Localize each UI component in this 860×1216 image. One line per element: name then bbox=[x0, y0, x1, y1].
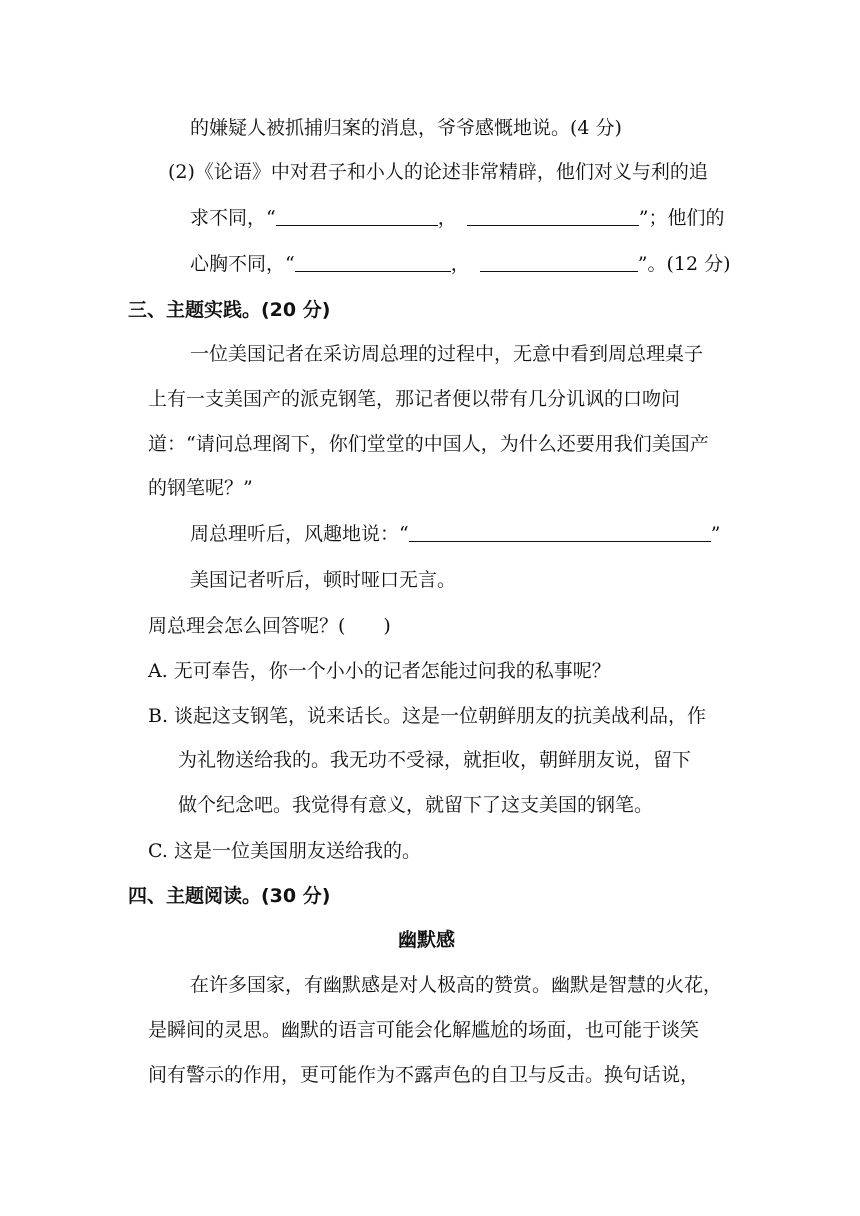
answer-blank-3[interactable] bbox=[295, 251, 451, 272]
item2-line2-end: ”；他们的 bbox=[638, 207, 725, 229]
article-para1-line3: 间有警示的作用，更可能作为不露声色的自卫与反击。换句话说， bbox=[148, 1064, 700, 1086]
item2-line3-start: 心胸不同，“ bbox=[190, 253, 295, 275]
item2-line3 bbox=[190, 250, 731, 278]
section3-para1-line4: 的钢笔呢？” bbox=[148, 477, 253, 499]
section3-para1-line1: 一位美国记者在采访周总理的过程中，无意中看到周总理桌子 bbox=[190, 343, 704, 365]
option-b-line2: 为礼物送给我的。我无功不受禄，就拒收，朝鲜朋友说，留下 bbox=[178, 749, 692, 771]
section3-para1-line2: 上有一支美国产的派克钢笔，那记者便以带有几分讥讽的口吻问 bbox=[148, 388, 681, 410]
para2-start: 周总理听后，风趣地说：“ bbox=[190, 523, 409, 545]
article-para1-line1: 在许多国家，有幽默感是对人极高的赞赏。幽默是智慧的火花， bbox=[190, 974, 723, 996]
item2-line2-mid: ， bbox=[437, 207, 457, 229]
question-text: 周总理会怎么回答呢？( ) bbox=[148, 615, 391, 637]
option-b-line3: 做个纪念吧。我觉得有意义，就留下了这支美国的钢笔。 bbox=[178, 794, 654, 816]
answer-blank-zhou[interactable] bbox=[409, 521, 711, 542]
option-b-line1: B. 谈起这支钢笔，说来话长。这是一位朝鲜朋友的抗美战利品，作 bbox=[148, 705, 707, 727]
option-c: C. 这是一位美国朋友送给我的。 bbox=[148, 840, 421, 862]
para2-end: ” bbox=[710, 523, 721, 545]
section3-para3: 美国记者听后，顿时哑口无言。 bbox=[190, 569, 457, 591]
item1-continuation: 的嫌疑人被抓捕归案的消息，爷爷感慨地说。(4 分) bbox=[190, 117, 622, 139]
section3-para2 bbox=[190, 520, 720, 548]
item2-line1: (2)《论语》中对君子和小人的论述非常精辟，他们对义与利的追 bbox=[168, 161, 708, 183]
article-para1-line2: 是瞬间的灵思。幽默的语言可能会化解尴尬的场面，也可能于谈笑 bbox=[148, 1019, 700, 1041]
option-a: A. 无可奉告，你一个小小的记者怎能过问我的私事呢？ bbox=[148, 660, 611, 682]
answer-blank-4[interactable] bbox=[480, 251, 638, 272]
item2-line3-end: ”。(12 分) bbox=[637, 253, 731, 275]
item2-line3-mid: ， bbox=[450, 253, 470, 275]
answer-blank-2[interactable] bbox=[467, 205, 639, 226]
item2-line2 bbox=[190, 204, 724, 232]
section3-para1-line3: 道：“请问总理阁下，你们堂堂的中国人，为什么还要用我们美国产 bbox=[148, 433, 709, 455]
section3-heading: 三、主题实践。(20 分) bbox=[128, 299, 331, 321]
article-title: 幽默感 bbox=[398, 929, 456, 951]
item2-line2-start: 求不同，“ bbox=[190, 207, 276, 229]
section4-heading: 四、主题阅读。(30 分) bbox=[128, 885, 331, 907]
answer-blank-1[interactable] bbox=[276, 205, 438, 226]
